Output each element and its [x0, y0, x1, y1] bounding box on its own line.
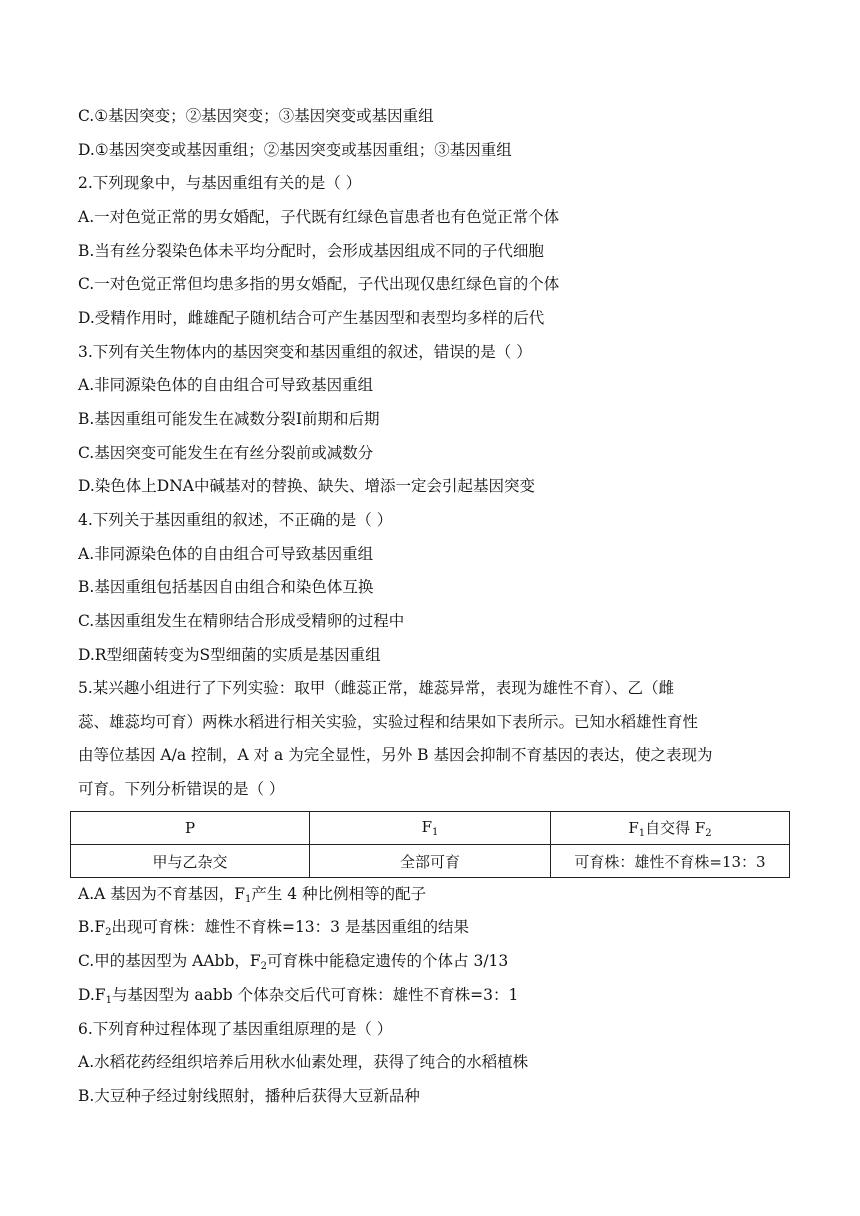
text-line: C.基因突变可能发生在有丝分裂前或减数分: [78, 444, 374, 462]
text-line: C.基因重组发生在精卵结合形成受精卵的过程中: [78, 612, 405, 630]
text-line: A.非同源染色体的自由组合可导致基因重组: [78, 545, 374, 563]
option-5a: A.A 基因为不育基因，$F_1$产生 4 种比例相等的配子: [78, 885, 427, 905]
question-2: 2.下列现象中，与基因重组有关的是（ ）: [78, 174, 362, 192]
option-5d: $D.F_1$与基因型为 aabb 个体杂交后代可育株：雄性不育株=3：1: [78, 986, 519, 1006]
header-f1: $F_1$: [310, 812, 551, 845]
text-line: B.当有丝分裂染色体未平均分配时，会形成基因组成不同的子代细胞: [78, 242, 544, 260]
header-p: P: [71, 812, 310, 845]
cell-f1-result: 全部可育: [310, 845, 551, 878]
text-line: A.非同源染色体的自由组合可导致基因重组: [78, 376, 374, 394]
text-line: 可育。下列分析错误的是（ ）: [78, 780, 285, 798]
text-line: B.大豆种子经过射线照射，播种后获得大豆新品种: [78, 1087, 420, 1105]
question-5: 5.某兴趣小组进行了下列实验：取甲（雌蕊正常，雄蕊异常，表现为雄性不育）、乙（雌: [78, 679, 675, 697]
text-line: B.基因重组可能发生在减数分裂I前期和后期: [78, 410, 380, 428]
experiment-table: [70, 811, 790, 878]
option-5c: C.甲的基因型为 AAbb，$F_2$可育株中能稳定遗传的个体占 3/13: [78, 952, 509, 972]
option-5b: $B.F_2$出现可育株：雄性不育株=13：3 是基因重组的结果: [78, 918, 469, 938]
text-line: D.染色体上DNA中碱基对的替换、缺失、增添一定会引起基因突变: [78, 477, 535, 495]
cell-cross: 甲与乙杂交: [71, 845, 310, 878]
text-line: D.受精作用时，雌雄配子随机结合可产生基因型和表型均多样的后代: [78, 309, 545, 327]
text-line: D.①基因突变或基因重组；②基因突变或基因重组；③基因重组: [78, 141, 512, 159]
table-header-row: [71, 812, 790, 845]
text-line: C.①基因突变；②基因突变；③基因突变或基因重组: [78, 107, 434, 125]
text-line: A.一对色觉正常的男女婚配，子代既有红绿色盲患者也有色觉正常个体: [78, 208, 560, 226]
question-4: 4.下列关于基因重组的叙述，不正确的是（ ）: [78, 511, 393, 529]
text-line: B.基因重组包括基因自由组合和染色体互换: [78, 578, 374, 596]
text-line: 由等位基因 A/a 控制，A 对 a 为完全显性，另外 B 基因会抑制不育基因的表达，使之表现为: [78, 746, 713, 764]
header-f2: $F_1$自交得 $F_2$: [551, 812, 790, 845]
text-line: C.一对色觉正常但均患多指的男女婚配，子代出现仅患红绿色盲的个体: [78, 275, 560, 293]
table-row: [71, 845, 790, 878]
text-line: 蕊、雄蕊均可育）两株水稻进行相关实验，实验过程和结果如下表所示。已知水稻雄性育性: [78, 713, 699, 731]
cell-f2-result: 可育株：雄性不育株=13：3: [551, 845, 790, 878]
question-6: 6.下列育种过程体现了基因重组原理的是（ ）: [78, 1020, 393, 1038]
text-line: A.水稻花药经组织培养后用秋水仙素处理，获得了纯合的水稻植株: [78, 1053, 529, 1071]
question-3: 3.下列有关生物体内的基因突变和基因重组的叙述，错误的是（ ）: [78, 343, 532, 361]
text-line: D.R型细菌转变为S型细菌的实质是基因重组: [78, 646, 381, 664]
